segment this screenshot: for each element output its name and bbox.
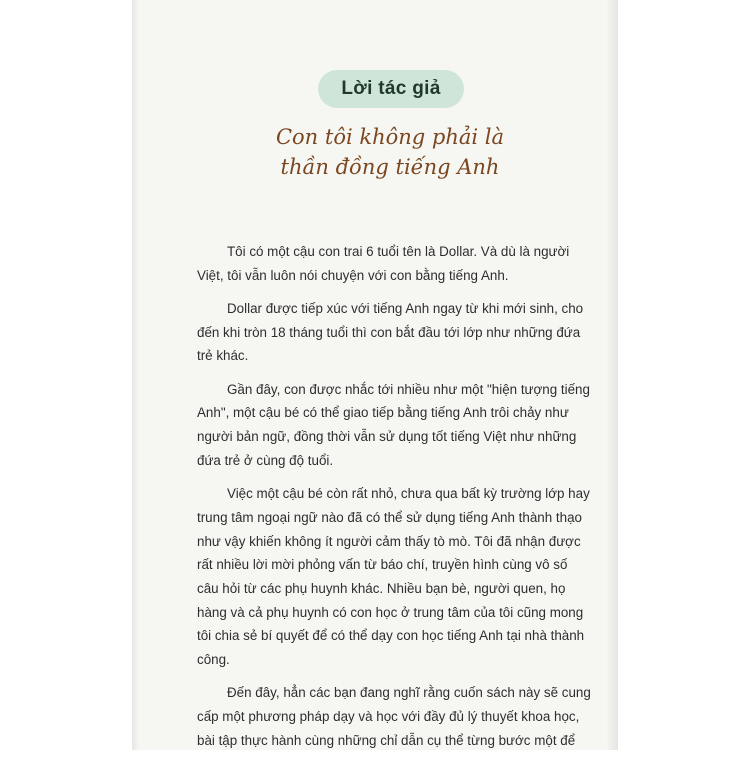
paragraph-4: Việc một cậu bé còn rất nhỏ, chưa qua bất kỳ trường lớp hay trung tâm ngoại ngữ nào đã có thể sử dụng tiếng Anh thành thạo như vậy khiến không ít người cảm thấy tò mò. Tôi đã nhận được rất nhiều lời mời phỏng vấn từ báo chí, truyền hình cùng vô số câu hỏi từ các phụ huynh khác. Nhiều bạn bè, người quen, họ hàng và cả phụ huynh có con học ở trung tâm của tôi cũng mong tôi chia sẻ bí quyết để có thể dạy con học tiếng Anh tại nhà thành công. (197, 486, 590, 668)
paragraph-1: Tôi có một cậu con trai 6 tuổi tên là Dollar. Và dù là người Việt, tôi vẫn luôn nói chuyện với con bằng tiếng Anh. (197, 244, 570, 283)
paragraph-5: Đến đây, hẳn các bạn đang nghĩ rằng cuốn sách này sẽ cung cấp một phương pháp dạy và học với đầy đủ lý thuyết khoa học, bài tập thực hành cùng những chỉ dẫn cụ thể từng bước một để (197, 685, 591, 748)
chapter-title-line-2: thần đồng tiếng Anh (280, 155, 500, 179)
section-badge: Lời tác giả (318, 70, 464, 108)
page-shadow-right (606, 0, 618, 750)
body-text (197, 240, 591, 762)
paragraph-3: Gần đây, con được nhắc tới nhiều như một "hiện tượng tiếng Anh", một cậu bé có thể giao tiếp bằng tiếng Anh trôi chảy như người bản ngữ, đồng thời vẫn sử dụng tốt tiếng Việt như những đứa trẻ ở cùng độ tuổi. (197, 381, 590, 468)
page-shadow-left (132, 0, 140, 750)
chapter-title-line-1: Con tôi không phải là (275, 125, 505, 149)
chapter-title (200, 122, 580, 182)
paragraph-2: Dollar được tiếp xúc với tiếng Anh ngay từ khi mới sinh, cho đến khi tròn 18 tháng tuổi thì con bắt đầu tới lớp như những đứa trẻ khác. (197, 301, 584, 364)
